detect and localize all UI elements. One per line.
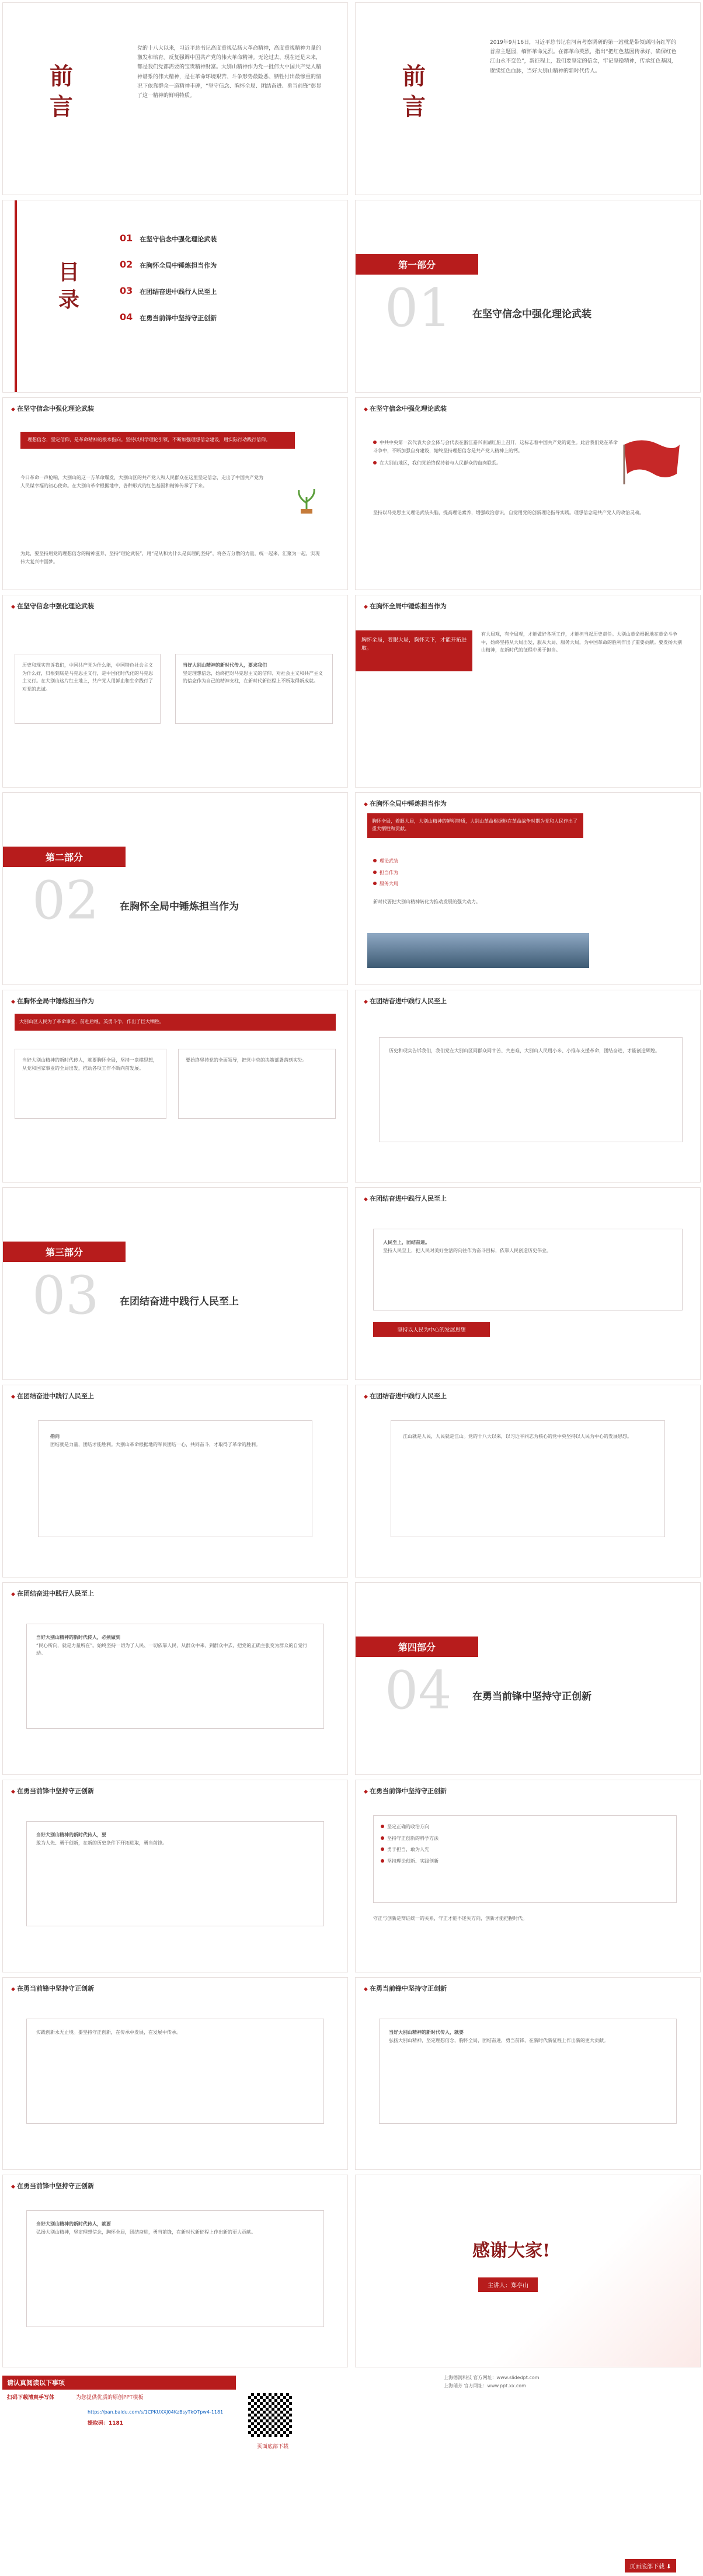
slide-header: ◆ 在勇当前锋中坚持守正创新 xyxy=(11,1984,94,1993)
slide-header: ◆ 在团结奋进中践行人民至上 xyxy=(364,996,447,1006)
text-box-right: 要始终坚持党的全面领导，把党中央的决策部署落到实处。 xyxy=(178,1049,336,1119)
download-button[interactable]: 页面底部下载 ⬇ xyxy=(625,2559,676,2572)
slide-6 xyxy=(355,397,701,590)
slide-header: ◆ 在团结奋进中践行人民至上 xyxy=(364,1194,447,1203)
mountain-image xyxy=(367,933,589,968)
slide-22b xyxy=(2,2175,348,2367)
contents-item-1[interactable]: 01 在坚守信念中强化理论武装 xyxy=(120,233,217,244)
quote-box: 胸怀全局，着眼大局，大别山精神的鲜明特质，大别山革命根据地在革命战争时期为党和人民作出了重大牺牲和贡献。 xyxy=(367,813,583,838)
slide-22 xyxy=(355,1977,701,2170)
slide-part-3 xyxy=(2,1187,348,1380)
slide-19 xyxy=(2,1780,348,1972)
text-box: 历史和现实告诉我们，我们党在大别山区同群众同甘苦、共患难，大别山人民用小米、小推车支援革命，团结奋进，才能创造辉煌。 xyxy=(379,1037,683,1142)
slide-title: 前言 xyxy=(402,63,426,120)
part-label: 第四部分 xyxy=(356,1637,478,1657)
qr-code-icon xyxy=(248,2393,292,2437)
part-label: 第一部分 xyxy=(356,254,478,275)
slide-header: ◆ 在胸怀全局中锤炼担当作为 xyxy=(364,799,447,808)
slide-footer-text: 守正与创新是辩证统一的关系，守正才能不迷失方向，创新才能把握时代。 xyxy=(373,1916,527,1921)
download-link[interactable]: https://pan.baidu.com/s/1CPKUXXJ04KzBsyTkQTpw4-1181 xyxy=(88,2409,224,2415)
list-item: 勇于担当，敢为人先 xyxy=(381,1846,669,1854)
slide-part-2 xyxy=(2,792,348,985)
speaker-label: 主讲人：郑亭山 xyxy=(478,2277,538,2292)
text-box-left: 历史和现实告诉我们，中国共产党为什么能，中国特色社会主义为什么好，归根到底是马克思主义行，是中国化时代化的马克思主义行。在大别山这片红土地上，共产党人用鲜血和生命践行了对党的忠诚。 xyxy=(15,654,161,724)
slide-14 xyxy=(355,1187,701,1380)
slide-header: ◆ 在胸怀全局中锤炼担当作为 xyxy=(11,996,94,1006)
slide-contents xyxy=(2,200,348,393)
part-number: 01 xyxy=(385,278,452,339)
slide-header: ◆ 在团结奋进中践行人民至上 xyxy=(11,1391,94,1400)
bullet-list xyxy=(373,439,618,467)
ppt-label: 为您提供优质的原创PPT模板 xyxy=(76,2395,144,2401)
slide-thanks xyxy=(355,2175,701,2367)
text-box-right: 当好大别山精神的新时代传人，要求我们 坚定理想信念，始终把对马克思主义的信仰、对社会主义和共产主义的信念作为自己的精神支柱，在新时代新征程上不断取得新成就。 xyxy=(175,654,333,724)
slide-11 xyxy=(2,990,348,1183)
text-box: 当好大别山精神的新时代传人，就要 弘扬大别山精神，坚定理想信念，胸怀全局，团结奋进，勇当前锋，在新时代新征程上作出新的更大贡献。 xyxy=(26,2210,324,2327)
contents-item-4[interactable]: 04 在勇当前锋中坚持守正创新 xyxy=(120,311,217,323)
text-box: 实践创新永无止境。要坚持守正创新，在传承中发展，在发展中传承。 xyxy=(26,2019,324,2124)
list-item: 坚持守正创新的科学方法 xyxy=(381,1835,669,1843)
quote-box: 大别山区人民为了革命事业，前赴后继、英勇斗争，作出了巨大牺牲。 xyxy=(15,1014,336,1031)
slide-footer-text: 为此，要坚持用党的理想信念的精神滋养，坚持“理论武装”，用“是从和为什么是真理的坚持”，将各方分散的力量，统一起来，汇聚为一起，实现伟大复兴中国梦。 xyxy=(20,551,320,564)
contents-list xyxy=(120,233,295,323)
text-box: 江山就是人民，人民就是江山。党的十八大以来，以习近平同志为核心的党中央坚持以人民为中心的发展思想。 xyxy=(391,1420,665,1537)
part-title: 在团结奋进中践行人民至上 xyxy=(120,1296,239,1308)
slide-8 xyxy=(355,595,701,788)
slide-15 xyxy=(2,1385,348,1578)
list-item: 理论武装 xyxy=(373,857,566,865)
extract-code: 提取码：1181 xyxy=(88,2421,124,2426)
bottom-label: 页面底部下载 xyxy=(257,2444,289,2450)
slide-13 xyxy=(355,990,701,1183)
slide-body: 2019年9月16日，习近平总书记在河南考察调研的第一站就是带领到河南红军的首府主题园，缅怀革命先烈。在都革命英烈，指出“把红色基因传承好，确保红色江山永不变色”，新征程上，我们要坚定的信念，牢记坚稳精神，传承红色基因，赓续红色血脉，当好大别山精神的新时代传人。 xyxy=(490,40,677,74)
part-label: 第二部分 xyxy=(3,847,126,867)
slide-preface-2 xyxy=(355,2,701,195)
slide-10 xyxy=(355,792,701,985)
notice-title: 请认真阅读以下事项 xyxy=(2,2376,236,2390)
part-label: 第三部分 xyxy=(3,1242,126,1262)
contents-item-3[interactable]: 03 在团结奋进中践行人民至上 xyxy=(120,285,217,296)
slide-header: ◆ 在胸怀全局中锤炼担当作为 xyxy=(364,601,447,611)
list-item: 坚持理论创新、实践创新 xyxy=(381,1857,669,1866)
tag-label: 坚持以人民为中心的发展思想 xyxy=(373,1322,490,1337)
slide-title: 目录 xyxy=(58,260,80,312)
slide-title: 前言 xyxy=(50,63,73,120)
part-title: 在勇当前锋中坚持守正创新 xyxy=(472,1691,591,1703)
text-box: 人民至上，团结奋进。 坚持人民至上，把人民对美好生活的向往作为奋斗目标，依靠人民创造历史伟业。 xyxy=(373,1229,683,1310)
slide-header: ◆ 在坚守信念中强化理论武装 xyxy=(11,404,94,413)
red-flag-icon xyxy=(618,433,683,486)
slide-20 xyxy=(355,1780,701,1972)
slide-header: ◆ 在勇当前锋中坚持守正创新 xyxy=(11,1786,94,1795)
list-item: 中共中央第一次代表大会全体与会代表在浙江嘉兴南湖红船上召开，这标志着中国共产党的诞生。此后我们党在革命斗争中，不断加强自身建设，始终坚持理想信念是共产党人精神上的钙。 xyxy=(373,440,618,453)
bullet-box xyxy=(373,1815,677,1903)
part-number: 03 xyxy=(32,1265,99,1326)
slide-body: 坚持以马克思主义理论武装头脑，提高理论素养，增强政治意识，自觉用党的创新理论指导实践。理想信念是共产党人的政治灵魂。 xyxy=(373,510,644,515)
slide-header: ◆ 在勇当前锋中坚持守正创新 xyxy=(364,1984,447,1993)
slide-header: ◆ 在勇当前锋中坚持守正创新 xyxy=(11,2181,94,2190)
slide-7 xyxy=(2,595,348,788)
part-title: 在坚守信念中强化理论武装 xyxy=(472,308,591,320)
quote-box: 理想信念，坚定信仰，是革命精神的根本指向。坚持以科学理论引领，不断加强理想信念建设，用实际行动践行信仰。 xyxy=(20,432,295,449)
slide-17 xyxy=(2,1582,348,1775)
slide-5 xyxy=(2,397,348,590)
slide-header: ◆ 在坚守信念中强化理论武装 xyxy=(11,601,94,611)
slide-part-1 xyxy=(355,200,701,393)
slide-body: 有大局观，有全局观，才能做好各项工作，才能担当起历史责任。大别山革命根据地在革命斗争中，始终坚持从大局出发，服从大局、服务大局，为中国革命的胜利作出了重要贡献。要发扬大别山精神，在新时代的征程中勇于担当。 xyxy=(481,632,682,653)
slide-header: ◆ 在团结奋进中践行人民至上 xyxy=(11,1589,94,1598)
list-item: 服务大局 xyxy=(373,880,566,888)
slide-21 xyxy=(2,1977,348,2170)
list-item: 担当作为 xyxy=(373,869,566,877)
quote-box: 胸怀全局，着眼大局，胸怀天下，才能开拓进取。 xyxy=(356,630,472,671)
slide-header: ◆ 在团结奋进中践行人民至上 xyxy=(364,1391,447,1400)
slide-body: 今日革命一声枪响，大别山的这一方革命爆发，大别山区的共产党人和人民群众在这里坚定信念，走出了中国共产党为人民谋幸福的初心使命。在大别山革命根据地中，各种形式的红色基因和精神传承了下来。 xyxy=(20,475,263,488)
slide-bg xyxy=(356,2175,701,2367)
slide-16 xyxy=(355,1385,701,1578)
part-number: 02 xyxy=(32,870,99,931)
text-box: 当好大别山精神的新时代传人，必须做到 “民心所向，就是力量所在”。始终坚持一切为了人民、一切依靠人民，从群众中来、到群众中去，把党的正确主张变为群众的自觉行动。 xyxy=(26,1624,324,1729)
bullet-list xyxy=(373,857,566,888)
slide-header: ◆ 在坚守信念中强化理论武装 xyxy=(364,404,447,413)
slide-part-4 xyxy=(355,1582,701,1775)
slide-title: 感谢大家! xyxy=(472,2241,551,2261)
accent-line xyxy=(15,200,17,393)
slide-body: 党的十八大以来，习近平总书记高度重视弘扬大革命精神，高度重视精神力量的激发和培育。反复强调中国共产党的伟大革命精神。无论过去、现在还是未来，都是我们党都需要的宝贵精神财富。大别山精神作为党一批伟大中国共产党人精神谱系的伟大精神，是在革命环境艰苦、斗争形势最险恶、牺牲付出最惨重的情况下依靠群众一道精神丰碑，“坚守信念、胸怀全局、团结奋进、勇当前锋”彰显了这一精神的鲜明特质。 xyxy=(137,46,322,99)
plant-icon xyxy=(292,486,321,515)
text-box: 当好大别山精神的新时代传人，要 敢为人先、勇于创新，在新的历史条件下开拓进取，勇当前锋。 xyxy=(26,1821,324,1926)
slide-preface-1 xyxy=(2,2,348,195)
slide-header: ◆ 在勇当前锋中坚持守正创新 xyxy=(364,1786,447,1795)
site-link-1[interactable]: 上海德润科技 官方网址：www.slidedpt.com xyxy=(444,2375,540,2380)
text-box: 指向 团结就是力量，团结才能胜利。大别山革命根据地的军民团结一心，共同奋斗，才取得了革命的胜利。 xyxy=(38,1420,312,1537)
site-link-2[interactable]: 上海瑞芳 官方网址：www.ppt.xx.com xyxy=(444,2383,526,2388)
download-label[interactable]: 扫码下载清爽手写体 xyxy=(7,2395,55,2401)
list-item: 在大别山地区，我们党始终保持着与人民群众的血肉联系。 xyxy=(373,459,618,467)
list-item: 坚定正确的政治方向 xyxy=(381,1823,669,1831)
text-box-left: 当好大别山精神的新时代传人，就要胸怀全局，坚持一盘棋思想，从党和国家事业的全局出发，推动各项工作不断向前发展。 xyxy=(15,1049,166,1119)
part-title: 在胸怀全局中锤炼担当作为 xyxy=(120,901,239,913)
slide-body: 新时代要把大别山精神转化为推动发展的强大动力。 xyxy=(373,899,481,904)
part-number: 04 xyxy=(385,1660,452,1721)
text-box: 当好大别山精神的新时代传人，就要 弘扬大别山精神，坚定理想信念，胸怀全局，团结奋进，勇当前锋，在新时代新征程上作出新的更大贡献。 xyxy=(379,2019,677,2124)
contents-item-2[interactable]: 02 在胸怀全局中锤炼担当作为 xyxy=(120,259,217,270)
download-footer xyxy=(0,2372,703,2576)
